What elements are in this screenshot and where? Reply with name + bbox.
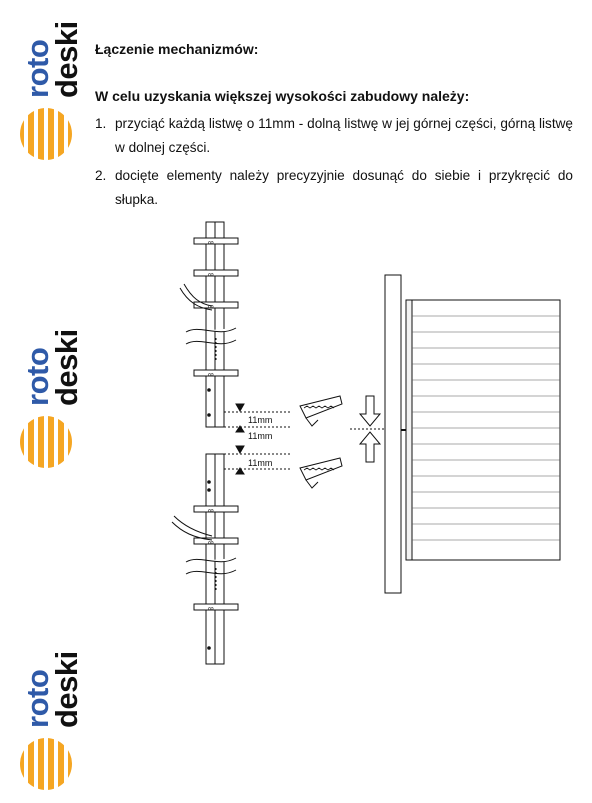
logo-word-roto: roto [20, 39, 55, 98]
logo-sun-icon [18, 106, 74, 162]
logo-sun-icon [18, 414, 74, 470]
svg-text:∞: ∞ [208, 238, 214, 247]
step-text: przyciąć każdą listwę o 11mm - dolną listwę w jej górnej części, górną listwę w dolnej części. [115, 116, 573, 155]
svg-text:∞: ∞ [208, 370, 214, 379]
instructions-intro: W celu uzyskania większej wysokości zabudowy należy: [95, 88, 470, 104]
lower-mechanism [172, 454, 238, 664]
cut-label-bottom: 11mm [248, 458, 273, 468]
hand-saw-icon [300, 458, 342, 488]
instruction-steps [95, 112, 573, 216]
svg-text:∞: ∞ [208, 302, 214, 311]
svg-text:∞: ∞ [208, 506, 214, 515]
hand-saw-icon [300, 396, 342, 426]
logo-sun-icon [18, 736, 74, 792]
blind-panel [385, 275, 560, 593]
step-text: docięte elementy należy precyzyjnie dosunąć do siebie i przykręcić do słupka. [115, 168, 573, 207]
logo-word-deski: deski [49, 21, 84, 98]
page-title: Łączenie mechanizmów: [95, 41, 259, 57]
logo-word-roto: roto [20, 347, 55, 406]
logo-word-deski: deski [49, 651, 84, 728]
svg-text:∞: ∞ [208, 538, 214, 547]
list-item [95, 164, 573, 212]
brand-logo [18, 10, 84, 160]
logo-word-roto: roto [20, 669, 55, 728]
cut-label-top: 11mm [248, 415, 273, 425]
brand-logo [18, 318, 84, 468]
step-number: 2. [95, 168, 107, 183]
press-arrows-icon [350, 396, 390, 462]
svg-text:∞: ∞ [208, 604, 214, 613]
svg-text:∞: ∞ [208, 270, 214, 279]
cut-label-gap: 11mm [248, 431, 273, 441]
assembly-diagram [170, 220, 590, 670]
logo-word-deski: deski [49, 329, 84, 406]
list-item [95, 112, 573, 160]
brand-logo [18, 640, 84, 790]
upper-mechanism [180, 222, 238, 427]
step-number: 1. [95, 116, 107, 131]
